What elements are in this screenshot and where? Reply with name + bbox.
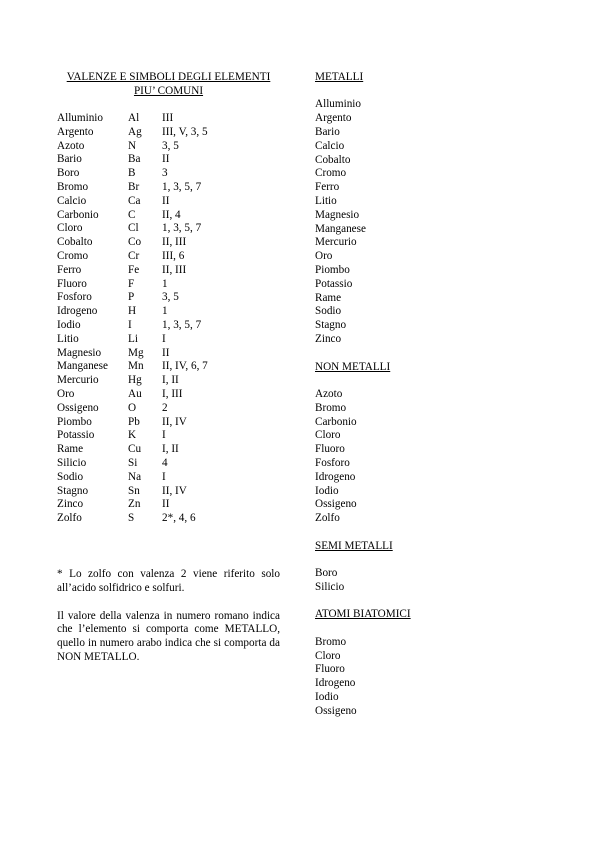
element-name: Alluminio — [57, 112, 103, 124]
element-name: Rame — [57, 443, 84, 456]
element-symbol: O — [128, 401, 137, 414]
table-row — [57, 333, 208, 347]
table-row — [57, 291, 208, 305]
metalli-list — [315, 98, 515, 346]
table-row — [57, 209, 208, 223]
element-symbol: Al — [128, 112, 140, 124]
element-name: Ferro — [57, 263, 82, 276]
element-name: Potassio — [57, 429, 95, 442]
atomi-biatomici-list — [315, 636, 515, 719]
element-name: Boro — [57, 167, 80, 180]
element-name: Litio — [57, 332, 79, 345]
element-name: Bromo — [57, 180, 89, 193]
element-name: Stagno — [57, 484, 89, 497]
list-item: Argento — [315, 112, 352, 125]
element-symbol: I — [128, 318, 132, 331]
element-valence: 1 — [162, 277, 168, 290]
metalli-title: METALLI — [315, 71, 364, 83]
element-symbol: Cr — [128, 249, 140, 262]
footnote: * Lo zolfo con valenza 2 viene riferito solo all’acido solfidrico e solfuri. — [57, 568, 280, 594]
list-item: Carbonio — [315, 415, 357, 428]
element-valence: II — [162, 153, 170, 166]
list-item: Stagno — [315, 319, 347, 332]
elements-table — [57, 112, 208, 526]
element-valence: I — [162, 429, 166, 442]
element-name: Zinco — [57, 498, 84, 511]
element-name: Fosforo — [57, 291, 92, 304]
element-symbol: Na — [128, 470, 142, 483]
element-valence: 3, 5 — [162, 139, 179, 152]
list-item: Fluoro — [315, 443, 345, 456]
list-item: Fosforo — [315, 456, 350, 469]
element-name: Zolfo — [57, 512, 82, 525]
table-row — [57, 140, 208, 154]
element-name: Azoto — [57, 139, 85, 152]
element-valence: II — [162, 194, 170, 207]
element-symbol: P — [128, 291, 135, 304]
list-item: Zolfo — [315, 512, 340, 525]
element-name: Bario — [57, 153, 82, 166]
list-item: Iodio — [315, 484, 339, 497]
element-valence: 1, 3, 5, 7 — [162, 222, 202, 235]
semi-metalli-list — [315, 567, 515, 595]
list-item: Cloro — [315, 649, 341, 662]
table-row — [57, 167, 208, 181]
element-valence: II, III — [162, 263, 187, 276]
table-row — [57, 360, 208, 374]
table-row — [57, 512, 208, 526]
list-item: Sodio — [315, 305, 342, 318]
element-symbol: S — [128, 512, 135, 525]
element-symbol: Ba — [128, 153, 141, 166]
element-valence: 2 — [162, 401, 168, 414]
element-valence: II, IV, 6, 7 — [162, 360, 208, 373]
table-row — [57, 222, 208, 236]
element-valence: III, V, 3, 5 — [162, 125, 208, 138]
element-symbol: Mn — [128, 360, 144, 373]
list-item: Ossigeno — [315, 704, 357, 717]
table-row — [57, 416, 208, 430]
element-name: Silicio — [57, 456, 87, 469]
element-name: Argento — [57, 125, 94, 138]
list-item: Litio — [315, 194, 337, 207]
list-item: Mercurio — [315, 236, 357, 249]
valence-explanation: Il valore della valenza in numero romano indica che l’elemento si comporta come METALLO, quello in numero arabo indica che si comporta da NON METALLO. — [57, 609, 280, 663]
element-symbol: Co — [128, 236, 142, 249]
list-item: Ferro — [315, 181, 340, 194]
non-metalli-list — [315, 388, 515, 526]
element-valence: 4 — [162, 456, 168, 469]
element-name: Manganese — [57, 360, 108, 373]
table-row — [57, 374, 208, 388]
element-symbol: Mg — [128, 346, 144, 359]
element-valence: II, 4 — [162, 208, 181, 221]
notes — [57, 568, 280, 679]
element-symbol: B — [128, 167, 136, 180]
list-item: Rame — [315, 291, 342, 304]
table-row — [57, 347, 208, 361]
element-symbol: Br — [128, 180, 140, 193]
element-symbol: Cl — [128, 222, 139, 235]
element-valence: I — [162, 470, 166, 483]
element-symbol: Pb — [128, 415, 140, 428]
element-symbol: K — [128, 429, 137, 442]
element-valence: I, II — [162, 374, 179, 387]
element-name: Calcio — [57, 194, 87, 207]
element-symbol: Au — [128, 387, 142, 400]
element-name: Idrogeno — [57, 305, 98, 318]
element-name: Sodio — [57, 470, 84, 483]
list-item: Manganese — [315, 222, 366, 235]
element-symbol: Li — [128, 332, 138, 345]
list-item: Boro — [315, 567, 338, 580]
list-item: Alluminio — [315, 98, 361, 111]
element-valence: II, IV — [162, 415, 187, 428]
element-valence: 2*, 4, 6 — [162, 512, 196, 525]
element-valence: 1, 3, 5, 7 — [162, 180, 202, 193]
table-row — [57, 402, 208, 416]
element-valence: II, III — [162, 236, 187, 249]
table-row — [57, 457, 208, 471]
table-row — [57, 264, 208, 278]
element-name: Mercurio — [57, 374, 99, 387]
element-valence: I — [162, 332, 166, 345]
element-name: Cloro — [57, 222, 83, 235]
table-row — [57, 278, 208, 292]
element-valence: 1, 3, 5, 7 — [162, 318, 202, 331]
table-row — [57, 319, 208, 333]
element-symbol: C — [128, 208, 136, 221]
table-row — [57, 112, 208, 126]
element-symbol: Fe — [128, 263, 140, 276]
page-title — [57, 71, 280, 99]
element-valence: II — [162, 498, 170, 511]
element-valence: III — [162, 112, 174, 124]
table-row — [57, 498, 208, 512]
element-symbol: Hg — [128, 374, 142, 387]
element-name: Ossigeno — [57, 401, 99, 414]
element-name: Oro — [57, 387, 75, 400]
element-name: Iodio — [57, 318, 81, 331]
element-name: Cobalto — [57, 236, 93, 249]
list-item: Idrogeno — [315, 677, 356, 690]
atomi-biatomici-title: ATOMI BIATOMICI — [315, 608, 411, 621]
list-item: Magnesio — [315, 208, 360, 221]
element-valence: 3 — [162, 167, 168, 180]
classification-column — [315, 71, 515, 719]
element-valence: I, III — [162, 387, 183, 400]
element-name: Carbonio — [57, 208, 99, 221]
element-valence: 1 — [162, 305, 168, 318]
non-metalli-title: NON METALLI — [315, 360, 391, 373]
table-row — [57, 305, 208, 319]
table-row — [57, 181, 208, 195]
page-title-line-2: PIU’ COMUNI — [133, 84, 204, 97]
elements-table-body — [57, 112, 208, 526]
element-symbol: H — [128, 305, 137, 318]
list-item: Fluoro — [315, 663, 345, 676]
table-row — [57, 236, 208, 250]
page-title-line-1: VALENZE E SIMBOLI DEGLI ELEMENTI — [66, 71, 271, 83]
list-item: Potassio — [315, 277, 353, 290]
element-symbol: Ag — [128, 125, 142, 138]
list-item: Cobalto — [315, 153, 351, 166]
element-name: Piombo — [57, 415, 92, 428]
list-item: Azoto — [315, 387, 343, 400]
element-symbol: Zn — [128, 498, 141, 511]
element-symbol: N — [128, 139, 137, 152]
table-row — [57, 471, 208, 485]
element-name: Magnesio — [57, 346, 102, 359]
element-valence: II — [162, 346, 170, 359]
table-row — [57, 153, 208, 167]
list-item: Bromo — [315, 401, 347, 414]
element-valence: III, 6 — [162, 249, 185, 262]
list-item: Cromo — [315, 167, 347, 180]
table-row — [57, 485, 208, 499]
table-row — [57, 126, 208, 140]
list-item: Silicio — [315, 580, 345, 593]
element-symbol: F — [128, 277, 135, 290]
element-symbol: Cu — [128, 443, 142, 456]
list-item: Iodio — [315, 691, 339, 704]
element-valence: II, IV — [162, 484, 187, 497]
list-item: Calcio — [315, 139, 345, 152]
table-row — [57, 429, 208, 443]
element-symbol: Ca — [128, 194, 141, 207]
list-item: Piombo — [315, 263, 350, 276]
list-item: Zinco — [315, 332, 342, 345]
table-row — [57, 195, 208, 209]
list-item: Ossigeno — [315, 498, 357, 511]
table-row — [57, 443, 208, 457]
list-item: Oro — [315, 250, 333, 263]
table-row — [57, 388, 208, 402]
list-item: Bario — [315, 125, 340, 138]
element-valence: 3, 5 — [162, 291, 179, 304]
element-symbol: Si — [128, 456, 138, 469]
element-name: Cromo — [57, 249, 89, 262]
list-item: Cloro — [315, 429, 341, 442]
list-item: Idrogeno — [315, 470, 356, 483]
element-name: Fluoro — [57, 277, 87, 290]
element-valence: I, II — [162, 443, 179, 456]
element-symbol: Sn — [128, 484, 140, 497]
table-row — [57, 250, 208, 264]
list-item: Bromo — [315, 635, 347, 648]
semi-metalli-title: SEMI METALLI — [315, 539, 393, 552]
